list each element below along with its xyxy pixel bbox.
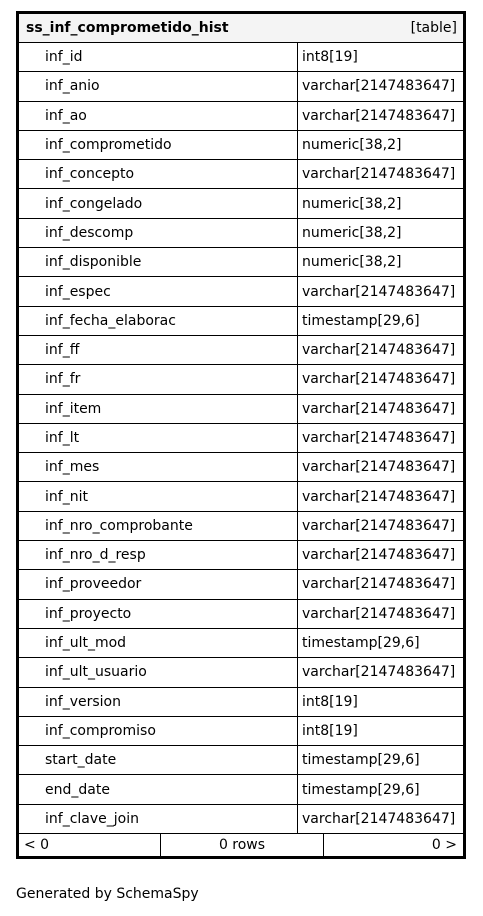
column-type: varchar[2147483647]	[302, 459, 456, 476]
column-row	[19, 746, 463, 775]
column-row	[19, 248, 463, 277]
column-type: numeric[38,2]	[302, 195, 402, 212]
column-name: inf_lt	[19, 424, 298, 452]
column-row	[19, 102, 463, 131]
column-type: numeric[38,2]	[302, 254, 402, 271]
column-row	[19, 629, 463, 658]
column-name: inf_concepto	[19, 160, 298, 188]
column-type: timestamp[29,6]	[302, 635, 420, 652]
column-type: varchar[2147483647]	[302, 166, 456, 183]
column-row	[19, 658, 463, 687]
column-name: end_date	[19, 775, 298, 803]
column-type: timestamp[29,6]	[302, 312, 420, 329]
column-row	[19, 600, 463, 629]
column-type: varchar[2147483647]	[302, 517, 456, 534]
column-type: varchar[2147483647]	[302, 810, 456, 827]
parents-count[interactable]: < 0	[19, 834, 161, 856]
column-name: inf_nit	[19, 482, 298, 510]
table-name: ss_inf_comprometido_hist	[26, 20, 229, 36]
column-name: inf_comprometido	[19, 131, 298, 159]
column-name: start_date	[19, 746, 298, 774]
table-kind-label: [table]	[410, 20, 457, 36]
column-row	[19, 717, 463, 746]
column-name: inf_fecha_elaborac	[19, 307, 298, 335]
column-name: inf_fr	[19, 365, 298, 393]
column-type: varchar[2147483647]	[302, 605, 456, 622]
column-row	[19, 453, 463, 482]
column-name: inf_ff	[19, 336, 298, 364]
column-type: varchar[2147483647]	[302, 430, 456, 446]
column-name: inf_proyecto	[19, 600, 298, 628]
column-row	[19, 160, 463, 189]
column-list	[19, 43, 463, 834]
column-name: inf_clave_join	[19, 805, 298, 833]
column-name: inf_item	[19, 395, 298, 423]
generator-credit: Generated by SchemaSpy	[16, 886, 199, 902]
column-name: inf_proveedor	[19, 570, 298, 598]
column-type: int8[19]	[302, 49, 358, 66]
column-type: varchar[2147483647]	[302, 488, 456, 505]
column-name: inf_ao	[19, 102, 298, 130]
column-row	[19, 189, 463, 218]
column-name: inf_mes	[19, 453, 298, 481]
column-row	[19, 570, 463, 599]
table-footer	[19, 834, 463, 856]
column-type: varchar[2147483647]	[302, 283, 456, 300]
column-name: inf_nro_comprobante	[19, 512, 298, 540]
column-type: varchar[2147483647]	[302, 400, 456, 417]
column-name: inf_ult_usuario	[19, 658, 298, 686]
column-name: inf_anio	[19, 72, 298, 100]
column-row	[19, 395, 463, 424]
children-count[interactable]: 0 >	[431, 837, 457, 854]
column-name: inf_disponible	[19, 248, 298, 276]
column-name: inf_compromiso	[19, 717, 298, 745]
column-row	[19, 805, 463, 834]
column-row	[19, 72, 463, 101]
column-row	[19, 512, 463, 541]
column-name: inf_descomp	[19, 219, 298, 247]
column-row	[19, 131, 463, 160]
column-type: timestamp[29,6]	[302, 752, 420, 769]
column-row	[19, 336, 463, 365]
column-row	[19, 219, 463, 248]
row-count: 0 rows	[161, 834, 324, 856]
column-type: varchar[2147483647]	[302, 664, 456, 681]
column-row	[19, 277, 463, 306]
column-name: inf_congelado	[19, 189, 298, 217]
column-row	[19, 482, 463, 511]
column-type: varchar[2147483647]	[302, 107, 456, 124]
column-name: inf_espec	[19, 277, 298, 305]
column-type: varchar[2147483647]	[302, 547, 456, 564]
column-name: inf_id	[19, 43, 298, 71]
column-name: inf_nro_d_resp	[19, 541, 298, 569]
column-row	[19, 365, 463, 394]
column-row	[19, 307, 463, 336]
table-header	[19, 14, 463, 43]
column-row	[19, 424, 463, 453]
column-type: varchar[2147483647]	[302, 342, 456, 359]
column-row	[19, 775, 463, 804]
column-type: varchar[2147483647]	[302, 371, 456, 388]
column-name: inf_ult_mod	[19, 629, 298, 657]
column-type: timestamp[29,6]	[302, 781, 420, 798]
column-type: varchar[2147483647]	[302, 78, 456, 95]
column-type: int8[19]	[302, 693, 358, 710]
column-row	[19, 43, 463, 72]
column-row	[19, 541, 463, 570]
column-row	[19, 688, 463, 717]
column-type: numeric[38,2]	[302, 137, 402, 154]
column-type: numeric[38,2]	[302, 224, 402, 241]
table-entity	[16, 11, 466, 859]
column-type: varchar[2147483647]	[302, 576, 456, 593]
column-name: inf_version	[19, 688, 298, 716]
column-type: int8[19]	[302, 722, 358, 739]
